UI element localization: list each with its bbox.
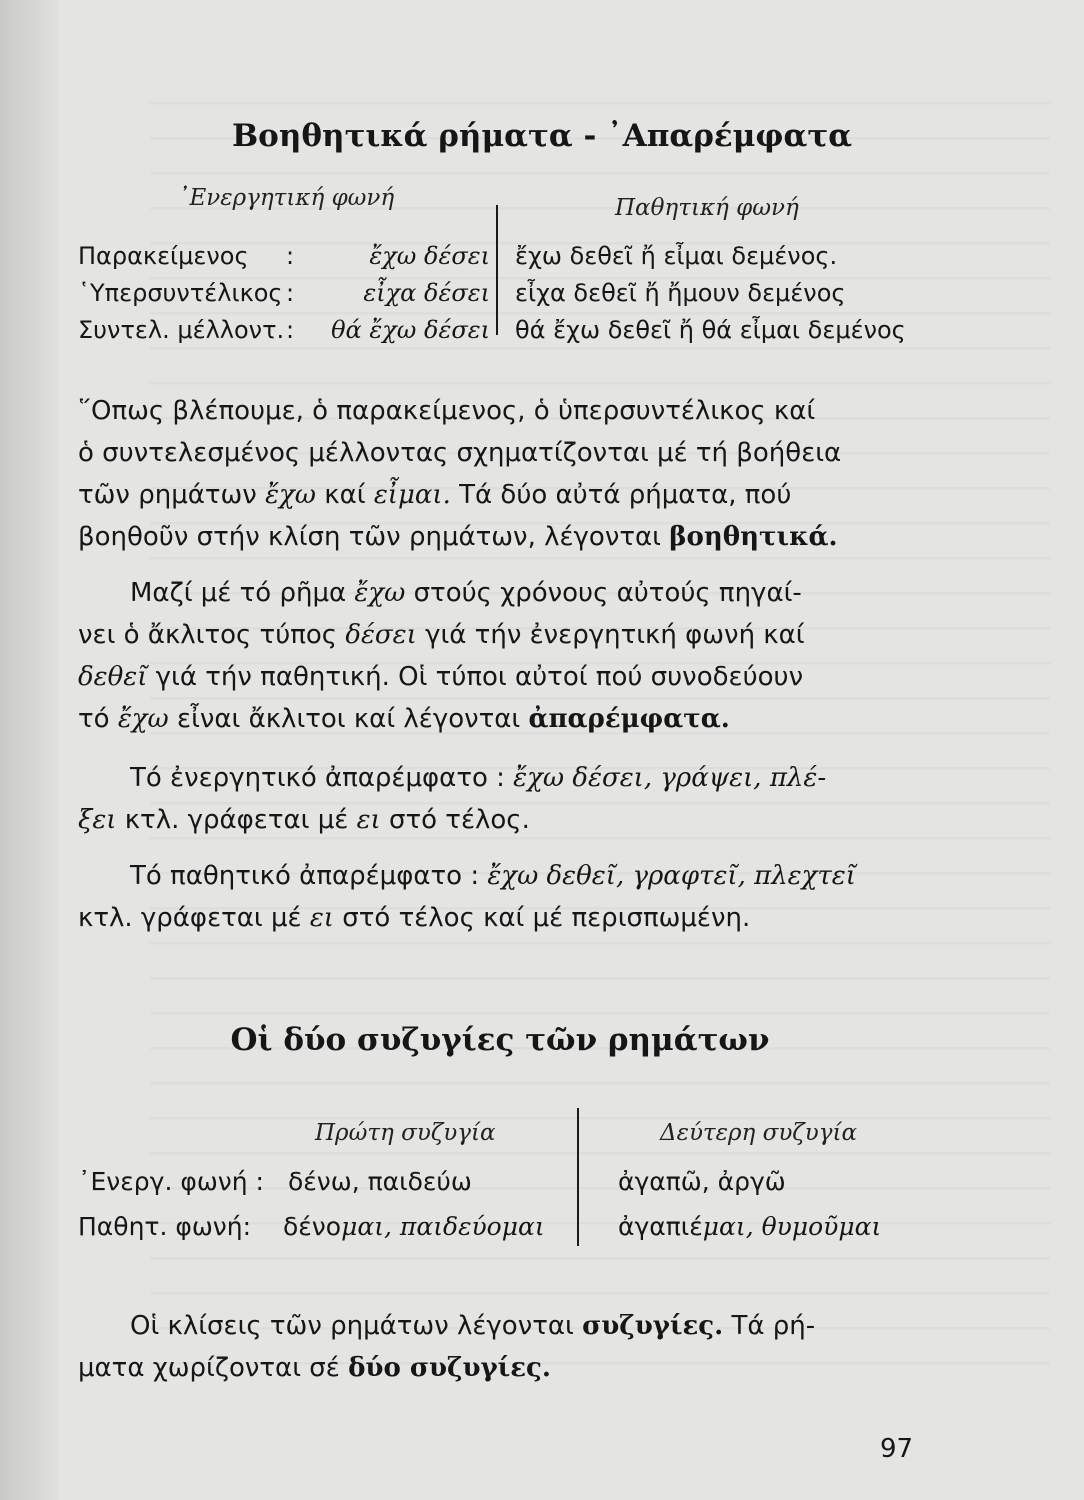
- table-divider: [496, 205, 498, 335]
- text-line: [78, 698, 924, 740]
- tense-label: Παρακείμενος: [78, 242, 249, 270]
- italic-term: ἔχω: [117, 704, 169, 734]
- text-span: γιά τήν παθητική. Οἱ τύποι αὐτοί πού συνοδεύουν: [147, 662, 804, 692]
- italic-term: δέσει: [345, 620, 417, 650]
- separator: :: [286, 279, 295, 307]
- active-form: θά ἔχω δέσει: [331, 316, 490, 344]
- text-span: Τά δύο αὐτά ρήματα, πού: [450, 480, 792, 510]
- text-line: [78, 390, 924, 432]
- tense-label: Συντελ. μέλλοντ.: [78, 316, 285, 344]
- text-span: κτλ. γράφεται μέ: [116, 805, 357, 835]
- italic-ending: μαι, θυμοῦ: [702, 1212, 839, 1241]
- paragraph-conjugations: [78, 1305, 924, 1389]
- text-span: Τά ρή-: [723, 1311, 816, 1341]
- passive-voice-header: Παθητική φωνή: [615, 195, 799, 221]
- text-line: [78, 474, 924, 516]
- text-span: Τό ἐνεργητικό ἀπαρέμφατο :: [130, 763, 514, 793]
- section-title-text: Βοηθητικά ρήματα - ᾿Απαρέμφατα: [231, 118, 853, 154]
- text-span: καί: [316, 480, 374, 510]
- paragraph-auxiliary-explanation: [78, 390, 924, 558]
- voice-label: Παθητ. φωνή:: [78, 1212, 252, 1241]
- active-voice-header: ᾿Ενεργητική φωνή: [178, 185, 395, 211]
- second-conjugation-header: Δεύτερη συζυγία: [660, 1120, 858, 1146]
- text-span: τό: [78, 704, 118, 734]
- text-line: [78, 1305, 924, 1347]
- paragraph-infinitives: [78, 572, 924, 740]
- italic-term: ἔχω δέσει, γράψει, πλέ-: [513, 763, 827, 793]
- italic-term: ἔχω δεθεῖ, γραφτεῖ, πλεχτεῖ: [487, 861, 856, 891]
- first-conjugation-header: Πρώτη συζυγία: [315, 1120, 496, 1146]
- text-span: στό τέλος.: [380, 805, 530, 835]
- section-title-conjugations: [0, 1022, 1000, 1058]
- paragraph-passive-infinitive: [78, 855, 924, 939]
- italic-term: ἔχω: [265, 480, 317, 510]
- passive-form: θά ἔχω δεθεῖ ἤ θά εἶμαι δεμένος: [515, 316, 906, 344]
- text-line: [78, 572, 924, 614]
- text-span: νει ὁ ἄκλιτος τύπος: [78, 620, 346, 650]
- text-span: γιά τήν ἐνεργητική φωνή καί: [416, 620, 805, 650]
- italic-ending: μαι: [501, 1212, 545, 1241]
- section-title-text: Οἱ δύο συζυγίες τῶν ρημάτων: [230, 1022, 770, 1058]
- table-divider: [577, 1108, 579, 1246]
- text-line: [78, 516, 924, 558]
- text-span: ὁ συντελεσμένος μέλλοντας σχηματίζονται μέ τή βοήθεια: [78, 438, 842, 468]
- active-form: εἶχα δέσει: [363, 279, 490, 307]
- separator: :: [286, 242, 295, 270]
- passive-form: εἶχα δεθεῖ ἤ ἤμουν δεμένος: [515, 279, 846, 307]
- italic-term: εἶμαι.: [373, 480, 451, 510]
- italic-term: ξει: [78, 805, 117, 835]
- bold-term: δύο συζυγίες.: [348, 1353, 551, 1383]
- text-line: [78, 897, 924, 939]
- text-line: [78, 614, 924, 656]
- text-span: Οἱ κλίσεις τῶν ρημάτων λέγονται: [130, 1311, 583, 1341]
- tense-label: ῾Υπερσυντέλικος: [78, 279, 283, 307]
- text-span: Τό παθητικό ἀπαρέμφατο :: [130, 861, 488, 891]
- text-span: εἶναι ἄκλιτοι καί λέγονται: [168, 704, 529, 734]
- italic-term: ει: [356, 805, 381, 835]
- second-conjugation-forms: ἀγαπῶ, ἀργῶ: [618, 1167, 786, 1196]
- text-line: [78, 432, 924, 474]
- text-span: δένο: [283, 1212, 342, 1241]
- bold-term: συζυγίες.: [582, 1311, 724, 1341]
- italic-term: ει: [309, 903, 334, 933]
- section-title-auxiliary-verbs: [0, 118, 1084, 154]
- passive-form: ἔχω δεθεῖ ἤ εἶμαι δεμένος.: [515, 242, 838, 270]
- text-span: Μαζί μέ τό ρῆμα: [130, 578, 355, 608]
- bold-term: βοηθητικά.: [669, 522, 838, 552]
- italic-ending: μαι, παιδεύο: [341, 1212, 502, 1241]
- separator: :: [286, 316, 295, 344]
- text-line: [78, 656, 924, 698]
- text-span: κτλ. γράφεται μέ: [78, 903, 310, 933]
- text-line: [78, 1347, 924, 1389]
- bold-term: ἀπαρέμφατα.: [528, 704, 730, 734]
- text-span: τῶν ρημάτων: [78, 480, 266, 510]
- paragraph-active-infinitive: [78, 757, 924, 841]
- page-edge: [0, 0, 58, 1500]
- text-span: βοηθοῦν στήν κλίση τῶν ρημάτων, λέγονται: [78, 522, 670, 552]
- text-span: ῞Οπως βλέπουμε, ὁ παρακείμενος, ὁ ὑπερσυντέλικος καί: [78, 396, 816, 426]
- text-line: [78, 855, 924, 897]
- voice-label: ᾿Ενεργ. φωνή :: [78, 1167, 264, 1196]
- italic-term: δεθεῖ: [78, 662, 148, 692]
- first-conjugation-forms: [283, 1212, 545, 1241]
- first-conjugation-forms: δένω, παιδεύω: [288, 1167, 472, 1196]
- text-span: ἀγαπιέ: [618, 1212, 703, 1241]
- second-conjugation-forms: [618, 1212, 881, 1241]
- page-number: 97: [880, 1434, 914, 1464]
- text-span: στό τέλος καί μέ περισπωμένη.: [334, 903, 751, 933]
- text-span: ματα χωρίζονται σέ: [78, 1353, 349, 1383]
- text-line: [78, 757, 924, 799]
- text-span: στούς χρόνους αὐτούς πηγαί-: [405, 578, 802, 608]
- italic-ending: μαι: [838, 1212, 882, 1241]
- text-line: [78, 799, 924, 841]
- italic-term: ἔχω: [354, 578, 406, 608]
- active-form: ἔχω δέσει: [369, 242, 490, 270]
